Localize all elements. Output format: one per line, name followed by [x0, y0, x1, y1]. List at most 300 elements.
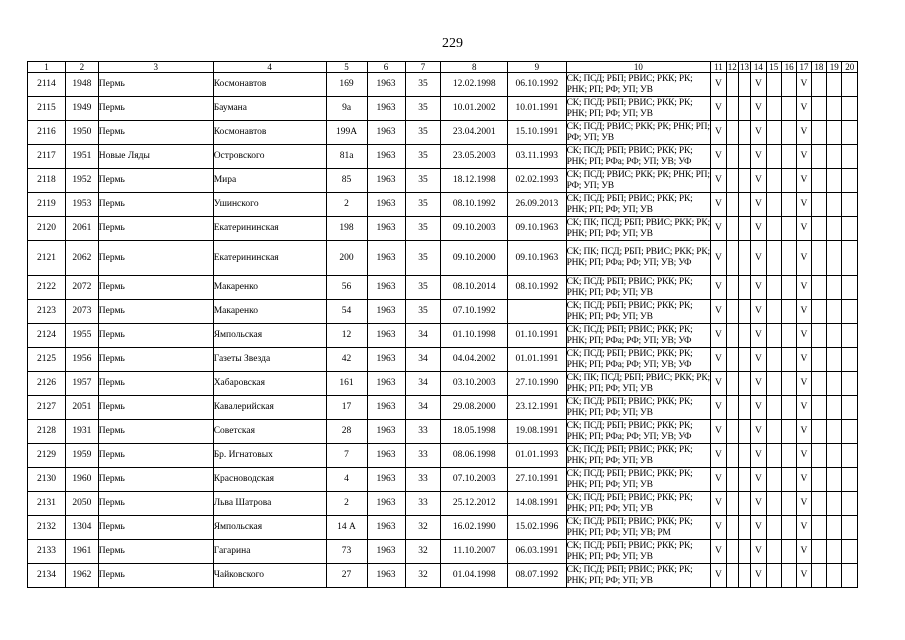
table-row — [28, 121, 858, 145]
flag-cell-col-14: V — [751, 492, 766, 516]
flag-cell-col-18 — [811, 324, 826, 348]
date-1-cell: 18.12.1998 — [441, 169, 508, 193]
row-number-cell: 2115 — [28, 97, 66, 121]
flag-cell-col-20 — [842, 241, 858, 276]
flag-cell-col-20 — [842, 145, 858, 169]
flag-cell-col-20 — [842, 276, 858, 300]
date-1-cell: 18.05.1998 — [441, 420, 508, 444]
street-cell: Хабаровская — [213, 372, 326, 396]
flag-cell-col-12 — [726, 97, 738, 121]
flag-cell-col-20 — [842, 540, 858, 564]
house-number-cell: 2 — [326, 193, 367, 217]
flag-cell-col-12 — [726, 241, 738, 276]
flag-cell-col-11: V — [711, 241, 726, 276]
street-cell: Кавалерийская — [213, 396, 326, 420]
flag-cell-col-11: V — [711, 420, 726, 444]
house-number-cell: 17 — [326, 396, 367, 420]
flag-cell-col-19 — [827, 276, 842, 300]
record-id-cell: 2061 — [65, 217, 98, 241]
column-7-cell: 32 — [405, 564, 441, 588]
record-id-cell: 1962 — [65, 564, 98, 588]
record-id-cell: 2051 — [65, 396, 98, 420]
locality-cell: Пермь — [98, 73, 213, 97]
column-7-cell: 35 — [405, 73, 441, 97]
flag-cell-col-15 — [766, 444, 781, 468]
flag-cell-col-12 — [726, 193, 738, 217]
flag-cell-col-17: V — [797, 145, 811, 169]
flag-cell-col-17: V — [797, 324, 811, 348]
locality-cell: Пермь — [98, 516, 213, 540]
row-number-cell: 2114 — [28, 73, 66, 97]
street-cell: Ямпольская — [213, 516, 326, 540]
flag-cell-col-17: V — [797, 300, 811, 324]
flag-cell-col-19 — [827, 492, 842, 516]
column-header-13: 13 — [740, 61, 750, 72]
flag-cell-col-17: V — [797, 444, 811, 468]
flag-cell-col-15 — [766, 169, 781, 193]
work-types-cell: СК; ПСД; РБП; РВИС; РКК; РК; РНК; РП; РФ; УП; УВ — [566, 444, 711, 468]
row-number-cell: 2132 — [28, 516, 66, 540]
date-1-cell: 04.04.2002 — [441, 348, 508, 372]
record-id-cell: 2062 — [65, 241, 98, 276]
flag-cell-col-18 — [811, 97, 826, 121]
date-1-cell: 23.05.2003 — [441, 145, 508, 169]
locality-cell: Пермь — [98, 97, 213, 121]
locality-cell: Пермь — [98, 564, 213, 588]
flag-cell-col-15 — [766, 396, 781, 420]
flag-cell-col-12 — [726, 217, 738, 241]
flag-cell-col-14: V — [751, 73, 766, 97]
flag-cell-col-13 — [738, 348, 750, 372]
street-cell: Мира — [213, 169, 326, 193]
work-types-cell: СК; ПСД; РБП; РВИС; РКК; РК; РНК; РП; РФа; РФ; УП; УВ; УФ — [566, 420, 711, 444]
street-cell: Макаренко — [213, 300, 326, 324]
flag-cell-col-17: V — [797, 169, 811, 193]
flag-cell-col-17: V — [797, 217, 811, 241]
column-header-20: 20 — [842, 62, 858, 73]
flag-cell-col-14: V — [751, 324, 766, 348]
table-row — [28, 217, 858, 241]
flag-cell-col-17: V — [797, 97, 811, 121]
table-row — [28, 97, 858, 121]
flag-cell-col-15 — [766, 516, 781, 540]
column-header-4: 4 — [213, 62, 326, 73]
flag-cell-col-17: V — [797, 468, 811, 492]
date-2-cell: 09.10.1963 — [508, 241, 566, 276]
row-number-cell: 2131 — [28, 492, 66, 516]
flag-cell-col-13 — [738, 516, 750, 540]
year-cell: 1963 — [367, 348, 405, 372]
flag-cell-col-18 — [811, 300, 826, 324]
flag-cell-col-14: V — [751, 564, 766, 588]
date-2-cell: 08.07.1992 — [508, 564, 566, 588]
year-cell: 1963 — [367, 169, 405, 193]
flag-cell-col-12 — [726, 420, 738, 444]
locality-cell: Пермь — [98, 121, 213, 145]
flag-cell-col-19 — [827, 468, 842, 492]
flag-cell-col-11: V — [711, 73, 726, 97]
flag-cell-col-14: V — [751, 540, 766, 564]
flag-cell-col-14: V — [751, 145, 766, 169]
street-cell: Бр. Игнатовых — [213, 444, 326, 468]
column-7-cell: 33 — [405, 444, 441, 468]
work-types-cell: СК; ПСД; РБП; РВИС; РКК; РК; РНК; РП; РФа; РФ; УП; УВ; УФ — [566, 145, 711, 169]
flag-cell-col-18 — [811, 468, 826, 492]
work-types-cell: СК; ПСД; РБП; РВИС; РКК; РК; РНК; РП; РФ; УП; УВ — [566, 193, 711, 217]
flag-cell-col-17: V — [797, 420, 811, 444]
flag-cell-col-20 — [842, 396, 858, 420]
flag-cell-col-11: V — [711, 564, 726, 588]
flag-cell-col-17: V — [797, 276, 811, 300]
column-7-cell: 35 — [405, 145, 441, 169]
column-header-6: 6 — [367, 62, 405, 73]
flag-cell-col-18 — [811, 169, 826, 193]
column-header-9: 9 — [508, 62, 566, 73]
street-cell: Екатерининская — [213, 241, 326, 276]
flag-cell-col-13 — [738, 193, 750, 217]
year-cell: 1963 — [367, 324, 405, 348]
flag-cell-col-20 — [842, 121, 858, 145]
column-header-8: 8 — [441, 62, 508, 73]
flag-cell-col-15 — [766, 217, 781, 241]
row-number-cell: 2117 — [28, 145, 66, 169]
flag-cell-col-15 — [766, 348, 781, 372]
row-number-cell: 2121 — [28, 241, 66, 276]
table-row — [28, 420, 858, 444]
record-id-cell: 1956 — [65, 348, 98, 372]
locality-cell: Пермь — [98, 217, 213, 241]
flag-cell-col-15 — [766, 324, 781, 348]
locality-cell: Новые Ляды — [98, 145, 213, 169]
row-number-cell: 2129 — [28, 444, 66, 468]
table-row — [28, 145, 858, 169]
flag-cell-col-16 — [781, 540, 796, 564]
row-number-cell: 2122 — [28, 276, 66, 300]
column-7-cell: 35 — [405, 169, 441, 193]
date-2-cell: 01.01.1991 — [508, 348, 566, 372]
flag-cell-col-13 — [738, 300, 750, 324]
street-cell: Чайковского — [213, 564, 326, 588]
flag-cell-col-16 — [781, 420, 796, 444]
work-types-cell: СК; ПСД; РБП; РВИС; РКК; РК; РНК; РП; РФ; УП; УВ — [566, 540, 711, 564]
flag-cell-col-20 — [842, 372, 858, 396]
row-number-cell: 2118 — [28, 169, 66, 193]
flag-cell-col-14: V — [751, 193, 766, 217]
date-2-cell: 14.08.1991 — [508, 492, 566, 516]
flag-cell-col-19 — [827, 564, 842, 588]
flag-cell-col-11: V — [711, 396, 726, 420]
flag-cell-col-12 — [726, 372, 738, 396]
year-cell: 1963 — [367, 540, 405, 564]
house-number-cell: 9а — [326, 97, 367, 121]
flag-cell-col-11: V — [711, 300, 726, 324]
locality-cell: Пермь — [98, 420, 213, 444]
year-cell: 1963 — [367, 73, 405, 97]
flag-cell-col-15 — [766, 564, 781, 588]
flag-cell-col-19 — [827, 73, 842, 97]
house-number-cell: 7 — [326, 444, 367, 468]
flag-cell-col-16 — [781, 145, 796, 169]
date-1-cell: 08.10.1992 — [441, 193, 508, 217]
flag-cell-col-17: V — [797, 121, 811, 145]
date-1-cell: 11.10.2007 — [441, 540, 508, 564]
flag-cell-col-16 — [781, 492, 796, 516]
flag-cell-col-14: V — [751, 396, 766, 420]
flag-cell-col-18 — [811, 276, 826, 300]
flag-cell-col-13 — [738, 540, 750, 564]
locality-cell: Пермь — [98, 396, 213, 420]
flag-cell-col-14: V — [751, 217, 766, 241]
flag-cell-col-19 — [827, 324, 842, 348]
flag-cell-col-15 — [766, 193, 781, 217]
house-number-cell: 198 — [326, 217, 367, 241]
column-7-cell: 34 — [405, 396, 441, 420]
flag-cell-col-20 — [842, 348, 858, 372]
street-cell: Льва Шатрова — [213, 492, 326, 516]
house-number-cell: 28 — [326, 420, 367, 444]
year-cell: 1963 — [367, 276, 405, 300]
column-7-cell: 33 — [405, 468, 441, 492]
flag-cell-col-18 — [811, 564, 826, 588]
flag-cell-col-19 — [827, 348, 842, 372]
work-types-cell: СК; ПСД; РВИС; РКК; РК; РНК; РП; РФ; УП; УВ — [566, 169, 710, 191]
flag-cell-col-11: V — [711, 444, 726, 468]
flag-cell-col-18 — [811, 420, 826, 444]
street-cell: Островского — [213, 145, 326, 169]
street-cell: Советская — [213, 420, 326, 444]
work-types-cell: СК; ПСД; РБП; РВИС; РКК; РК; РНК; РП; РФа; РФ; УП; УВ; УФ — [566, 348, 711, 372]
date-1-cell: 16.02.1990 — [441, 516, 508, 540]
house-number-cell: 42 — [326, 348, 367, 372]
record-id-cell: 1950 — [65, 121, 98, 145]
column-7-cell: 33 — [405, 420, 441, 444]
flag-cell-col-13 — [738, 241, 750, 276]
table-row — [28, 169, 858, 193]
flag-cell-col-15 — [766, 73, 781, 97]
record-id-cell: 1953 — [65, 193, 98, 217]
row-number-cell: 2116 — [28, 121, 66, 145]
flag-cell-col-16 — [781, 193, 796, 217]
column-header-14: 14 — [751, 62, 766, 73]
house-number-cell: 169 — [326, 73, 367, 97]
street-cell: Ямпольская — [213, 324, 326, 348]
locality-cell: Пермь — [98, 300, 213, 324]
flag-cell-col-17: V — [797, 564, 811, 588]
house-number-cell: 12 — [326, 324, 367, 348]
date-1-cell: 12.02.1998 — [441, 73, 508, 97]
row-number-cell: 2133 — [28, 540, 66, 564]
flag-cell-col-17: V — [797, 540, 811, 564]
flag-cell-col-11: V — [711, 372, 726, 396]
column-7-cell: 33 — [405, 492, 441, 516]
flag-cell-col-13 — [738, 444, 750, 468]
date-1-cell: 07.10.1992 — [441, 300, 508, 324]
flag-cell-col-16 — [781, 468, 796, 492]
year-cell: 1963 — [367, 516, 405, 540]
date-2-cell: 01.01.1993 — [508, 444, 566, 468]
flag-cell-col-20 — [842, 97, 858, 121]
flag-cell-col-19 — [827, 193, 842, 217]
flag-cell-col-12 — [726, 468, 738, 492]
record-id-cell: 1931 — [65, 420, 98, 444]
table-row — [28, 492, 858, 516]
street-cell: Баумана — [213, 97, 326, 121]
record-id-cell: 1304 — [65, 516, 98, 540]
flag-cell-col-18 — [811, 396, 826, 420]
year-cell: 1963 — [367, 564, 405, 588]
flag-cell-col-11: V — [711, 121, 726, 145]
house-number-cell: 2 — [326, 492, 367, 516]
date-1-cell: 01.10.1998 — [441, 324, 508, 348]
date-2-cell: 06.10.1992 — [508, 73, 566, 97]
column-7-cell: 32 — [405, 516, 441, 540]
table-row — [28, 348, 858, 372]
date-1-cell: 01.04.1998 — [441, 564, 508, 588]
locality-cell: Пермь — [98, 468, 213, 492]
flag-cell-col-19 — [827, 241, 842, 276]
flag-cell-col-15 — [766, 468, 781, 492]
house-number-cell: 14 А — [326, 516, 367, 540]
row-number-cell: 2125 — [28, 348, 66, 372]
flag-cell-col-15 — [766, 372, 781, 396]
work-types-cell: СК; ПСД; РБП; РВИС; РКК; РК; РНК; РП; РФ; УП; УВ — [566, 73, 711, 97]
column-7-cell: 35 — [405, 193, 441, 217]
row-number-cell: 2126 — [28, 372, 66, 396]
locality-cell: Пермь — [98, 193, 213, 217]
house-number-cell: 161 — [326, 372, 367, 396]
table-row — [28, 193, 858, 217]
table-header — [28, 62, 858, 73]
flag-cell-col-12 — [726, 540, 738, 564]
date-2-cell: 03.11.1993 — [508, 145, 566, 169]
flag-cell-col-13 — [738, 217, 750, 241]
flag-cell-col-19 — [827, 372, 842, 396]
row-number-cell: 2123 — [28, 300, 66, 324]
flag-cell-col-17: V — [797, 492, 811, 516]
work-types-cell: СК; ПК; ПСД; РБП; РВИС; РКК; РК; РНК; РП; РФ; УП; УВ — [566, 217, 710, 239]
flag-cell-col-16 — [781, 564, 796, 588]
flag-cell-col-20 — [842, 444, 858, 468]
work-types-cell: СК; ПСД; РБП; РВИС; РКК; РК; РНК; РП; РФ; УП; УВ — [566, 276, 711, 300]
flag-cell-col-20 — [842, 300, 858, 324]
record-id-cell: 1951 — [65, 145, 98, 169]
locality-cell: Пермь — [98, 372, 213, 396]
flag-cell-col-18 — [811, 145, 826, 169]
year-cell: 1963 — [367, 300, 405, 324]
flag-cell-col-11: V — [711, 97, 726, 121]
flag-cell-col-19 — [827, 396, 842, 420]
house-number-cell: 4 — [326, 468, 367, 492]
flag-cell-col-19 — [827, 540, 842, 564]
row-number-cell: 2124 — [28, 324, 66, 348]
work-types-cell: СК; ПСД; РБП; РВИС; РКК; РК; РНК; РП; РФа; РФ; УП; УВ; УФ — [566, 324, 711, 348]
flag-cell-col-16 — [781, 396, 796, 420]
record-id-cell: 2072 — [65, 276, 98, 300]
flag-cell-col-13 — [738, 396, 750, 420]
record-id-cell: 2073 — [65, 300, 98, 324]
flag-cell-col-16 — [781, 444, 796, 468]
flag-cell-col-20 — [842, 420, 858, 444]
record-id-cell: 1961 — [65, 540, 98, 564]
flag-cell-col-18 — [811, 516, 826, 540]
flag-cell-col-17: V — [797, 348, 811, 372]
flag-cell-col-14: V — [751, 300, 766, 324]
flag-cell-col-17: V — [797, 396, 811, 420]
flag-cell-col-16 — [781, 348, 796, 372]
work-types-cell: СК; ПК; ПСД; РБП; РВИС; РКК; РК; РНК; РП; РФ; УП; УВ — [566, 372, 710, 394]
date-2-cell — [508, 300, 566, 324]
work-types-cell: СК; ПСД; РБП; РВИС; РКК; РК; РНК; РП; РФ; УП; УВ; РМ — [566, 516, 711, 540]
flag-cell-col-18 — [811, 73, 826, 97]
flag-cell-col-19 — [827, 169, 842, 193]
flag-cell-col-15 — [766, 97, 781, 121]
flag-cell-col-20 — [842, 193, 858, 217]
locality-cell: Пермь — [98, 276, 213, 300]
work-types-cell: СК; ПСД; РБП; РВИС; РКК; РК; РНК; РП; РФ; УП; УВ — [566, 468, 711, 492]
date-2-cell: 01.10.1991 — [508, 324, 566, 348]
date-2-cell: 02.02.1993 — [508, 169, 566, 193]
flag-cell-col-13 — [738, 73, 750, 97]
date-1-cell: 08.10.2014 — [441, 276, 508, 300]
year-cell: 1963 — [367, 121, 405, 145]
row-number-cell: 2128 — [28, 420, 66, 444]
year-cell: 1963 — [367, 97, 405, 121]
flag-cell-col-12 — [726, 169, 738, 193]
registry-table — [27, 61, 858, 588]
column-7-cell: 35 — [405, 241, 441, 276]
flag-cell-col-16 — [781, 324, 796, 348]
flag-cell-col-11: V — [711, 540, 726, 564]
table-row — [28, 516, 858, 540]
date-1-cell: 29.08.2000 — [441, 396, 508, 420]
flag-cell-col-13 — [738, 564, 750, 588]
header-row — [28, 62, 858, 73]
flag-cell-col-20 — [842, 324, 858, 348]
column-7-cell: 35 — [405, 97, 441, 121]
record-id-cell: 1949 — [65, 97, 98, 121]
flag-cell-col-14: V — [751, 348, 766, 372]
flag-cell-col-20 — [842, 73, 858, 97]
flag-cell-col-18 — [811, 372, 826, 396]
flag-cell-col-14: V — [751, 420, 766, 444]
street-cell: Екатерининская — [213, 217, 326, 241]
column-7-cell: 32 — [405, 540, 441, 564]
year-cell: 1963 — [367, 492, 405, 516]
street-cell: Космонавтов — [213, 121, 326, 145]
flag-cell-col-20 — [842, 516, 858, 540]
flag-cell-col-13 — [738, 372, 750, 396]
column-7-cell: 35 — [405, 276, 441, 300]
record-id-cell: 1952 — [65, 169, 98, 193]
date-2-cell: 09.10.1963 — [508, 217, 566, 241]
row-number-cell: 2134 — [28, 564, 66, 588]
table-row — [28, 564, 858, 588]
flag-cell-col-12 — [726, 396, 738, 420]
street-cell: Космонавтов — [213, 73, 326, 97]
flag-cell-col-19 — [827, 300, 842, 324]
flag-cell-col-20 — [842, 492, 858, 516]
table-row — [28, 300, 858, 324]
date-1-cell: 07.10.2003 — [441, 468, 508, 492]
row-number-cell: 2130 — [28, 468, 66, 492]
flag-cell-col-14: V — [751, 372, 766, 396]
column-header-10: 10 — [566, 62, 711, 73]
flag-cell-col-16 — [781, 300, 796, 324]
flag-cell-col-12 — [726, 145, 738, 169]
street-cell: Газеты Звезда — [213, 348, 326, 372]
flag-cell-col-19 — [827, 217, 842, 241]
date-2-cell: 15.10.1991 — [508, 121, 566, 145]
